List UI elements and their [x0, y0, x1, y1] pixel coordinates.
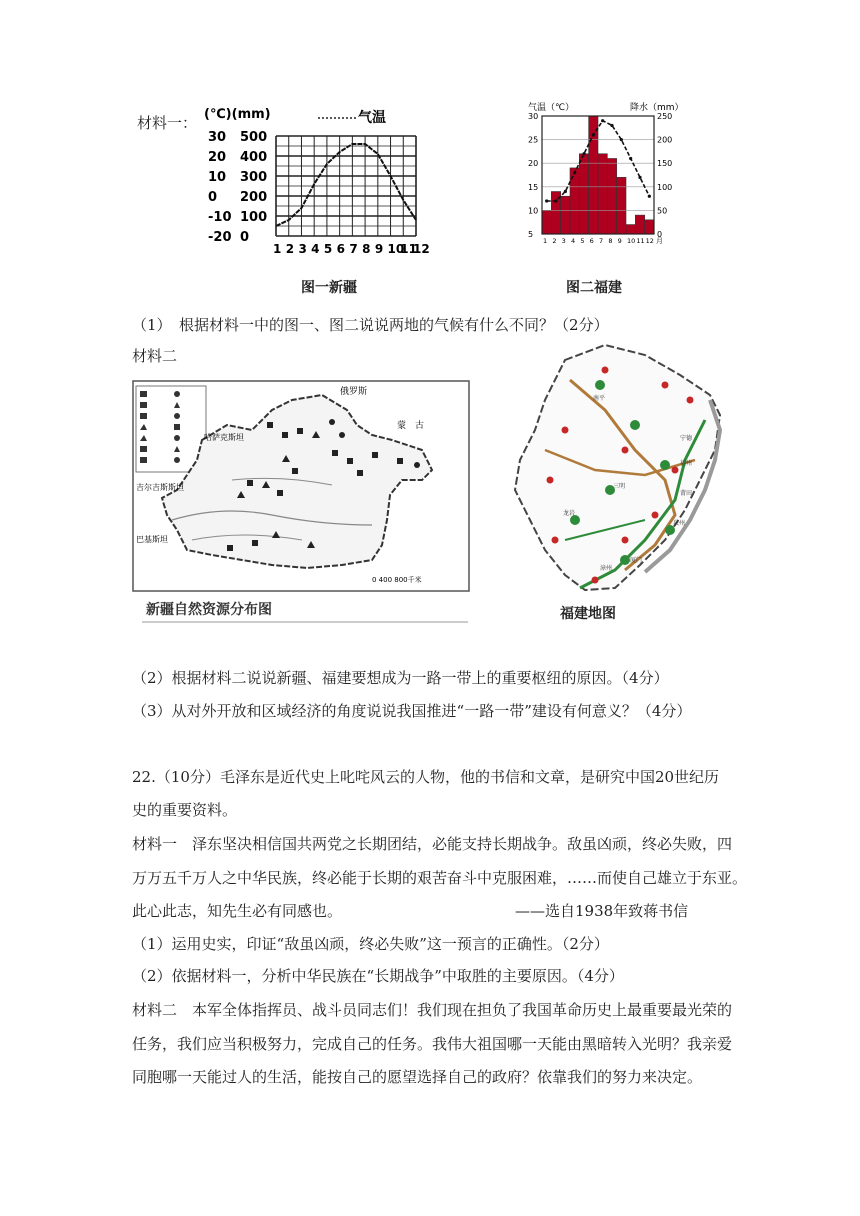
city-label-nanping: 南平 — [593, 395, 606, 402]
fujian-month-tick: 8 — [608, 237, 613, 245]
month-tick-label: 3 — [298, 242, 307, 256]
temperature-point — [629, 157, 632, 160]
xinjiang-legend: 气温 — [358, 110, 386, 126]
map-label-pakistan: 巴基斯坦 — [136, 535, 168, 544]
temp-tick-label: -20 — [208, 230, 232, 245]
month-tick-label: 1 — [273, 242, 282, 256]
temperature-point — [610, 124, 613, 127]
fujian-month-tick: 11 — [636, 237, 645, 245]
precip-tick-label: 400 — [240, 150, 268, 165]
q22-material-1-line-3: 此心此志，知先生必有同感也。 — [132, 902, 343, 920]
temp-tick-label: -10 — [208, 210, 232, 225]
precip-bar — [598, 154, 607, 234]
month-tick-label: 11 — [400, 242, 417, 256]
q22-material-2-line-2: 任务，我们应当积极努力，完成自己的任务。我伟大祖国哪一天能由黑暗转入光明？我亲爱 — [132, 1035, 733, 1053]
xinjiang-climate-chart — [196, 100, 436, 265]
q22-material-2-line-1: 材料二 本军全体指挥员、战斗员同志们！我们现在担负了我国革命历史上最重要最光荣的 — [132, 1001, 733, 1019]
material-1-label: 材料一： — [137, 114, 198, 132]
temperature-point — [564, 190, 567, 193]
fujian-precip-tick: 250 — [657, 112, 673, 121]
xinjiang-chart-caption: 图一新疆 — [301, 280, 357, 296]
fujian-month-tick: 2 — [552, 237, 557, 245]
fujian-precip-bars — [542, 116, 654, 234]
map-label-mongolia: 蒙 古 — [397, 421, 425, 431]
temp-tick-label: 10 — [208, 170, 227, 185]
fujian-temp-tick: 5 — [528, 230, 534, 239]
fujian-month-tick: 6 — [589, 237, 594, 245]
temperature-point — [592, 133, 595, 136]
fujian-month-tick: 10 — [627, 237, 636, 245]
temperature-point — [620, 138, 623, 141]
q21-question-2: （2）根据材料二说说新疆、福建要想成为一路一带上的重要枢纽的原因。（4分） — [132, 669, 669, 687]
fujian-precip-tick: 0 — [657, 230, 663, 239]
q22-question-2: （2）依据材料一，分析中华民族在“长期战争”中取胜的主要原因。（4分） — [132, 967, 624, 985]
month-tick-label: 2 — [285, 242, 295, 256]
month-tick-label: 5 — [323, 242, 333, 256]
xinjiang-map-caption: 新疆自然资源分布图 — [146, 602, 272, 618]
temp-tick-label: 20 — [208, 150, 227, 165]
fujian-right-label: 降水（mm） — [630, 103, 684, 113]
q21-question-1: （1） 根据材料一中的图一、图二说说两地的气候有什么不同？（2分） — [132, 316, 609, 334]
q22-material-2-line-3: 同胞哪一天能过人的生活，能按自己的愿望选择自己的政府？依靠我们的努力来决定。 — [132, 1068, 703, 1086]
temperature-point — [648, 195, 651, 198]
fujian-precip-tick: 50 — [657, 206, 668, 216]
q22-question-1: （1）运用史实，印证“敌虽凶顽，终必失败”这一预言的正确性。（2分） — [132, 935, 609, 953]
fujian-temp-tick: 25 — [528, 135, 539, 145]
q22-intro-line-2: 史的重要资料。 — [132, 801, 238, 819]
temp-tick-label: 30 — [208, 130, 227, 145]
precip-tick-label: 100 — [240, 210, 268, 225]
city-label-fuzhou: 福州 — [680, 460, 693, 467]
month-tick-label: 12 — [413, 242, 430, 256]
city-label-zhangzhou: 漳州 — [600, 565, 613, 572]
fujian-temp-tick: 20 — [528, 159, 539, 169]
precip-tick-label: 300 — [240, 170, 268, 185]
fujian-map — [505, 340, 730, 630]
q22-intro-line-1: 22.（10分）毛泽东是近代史上叱咤风云的人物，他的书信和文章，是研究中国20世纪历 — [132, 768, 720, 786]
precip-bar — [635, 215, 644, 234]
temperature-point — [601, 119, 604, 122]
fujian-month-tick: 1 — [543, 237, 548, 245]
map-scale: 0 400 800千米 — [372, 576, 422, 584]
temperature-point — [573, 171, 576, 174]
fujian-month-tick: 3 — [561, 237, 566, 245]
xinjiang-resource-map — [132, 380, 470, 630]
fujian-outline — [515, 345, 720, 590]
material-2-label: 材料二 — [132, 347, 178, 365]
month-tick-label: 10 — [387, 242, 405, 256]
city-label-ningde: 宁德 — [680, 435, 693, 442]
fujian-chart-caption: 图二福建 — [566, 280, 622, 296]
precip-tick-label: 200 — [240, 190, 268, 205]
city-label-sanming: 三明 — [613, 483, 626, 490]
precip-tick-label: 500 — [240, 130, 268, 145]
month-tick-label: 7 — [349, 242, 358, 256]
xinjiang-ticks — [208, 130, 430, 256]
fujian-month-tick: 7 — [599, 237, 604, 245]
q22-material-1-line-2: 万万五千万人之中华民族，终必能于长期的艰苦奋斗中克服困难，……而使自己雄立于东亚。 — [132, 869, 748, 887]
fujian-climate-chart — [524, 100, 684, 250]
fujian-month-tick: 5 — [580, 237, 585, 245]
q22-material-1-line-1: 材料一 泽东坚决相信国共两党之长期团结，必能支持长期战争。敌虽凶顽，终必失败，四 — [132, 835, 733, 853]
fujian-precip-tick: 100 — [657, 182, 673, 192]
city-label-quanzhou: 泉州 — [673, 520, 686, 527]
map-label-russia: 俄罗斯 — [340, 387, 368, 397]
fujian-precip-tick: 200 — [657, 135, 673, 145]
temperature-point — [582, 152, 585, 155]
month-tick-label: 9 — [374, 242, 384, 256]
temperature-point — [638, 176, 641, 179]
precip-bar — [542, 210, 551, 234]
map-label-kyrgyzstan: 吉尔吉斯斯坦 — [136, 483, 184, 492]
fujian-month-tick: 12 — [645, 237, 654, 245]
temperature-point — [554, 199, 557, 202]
fujian-month-unit: 月 — [656, 237, 663, 245]
city-label-longyan: 龙岩 — [563, 510, 576, 517]
month-tick-label: 8 — [362, 242, 371, 256]
fujian-month-tick: 9 — [617, 237, 622, 245]
fujian-map-caption: 福建地图 — [560, 606, 616, 622]
fujian-temp-tick: 15 — [528, 182, 539, 192]
fujian-left-label: 气温（℃） — [528, 103, 575, 113]
xinjiang-axis-units: (℃)(mm) — [204, 107, 271, 122]
precip-tick-label: 0 — [240, 230, 250, 245]
precip-bar — [626, 225, 635, 234]
fujian-temp-tick: 10 — [528, 206, 539, 216]
city-label-xiamen: 厦门 — [630, 557, 643, 564]
precip-bar — [579, 154, 588, 234]
temperature-point — [545, 199, 548, 202]
month-tick-label: 4 — [311, 242, 320, 256]
q21-question-3: （3）从对外开放和区域经济的角度说说我国推进“一路一带”建设有何意义？（4分） — [132, 702, 692, 720]
fujian-month-tick: 4 — [571, 237, 576, 245]
month-tick-label: 6 — [336, 242, 345, 256]
city-label-putian: 莆田 — [680, 490, 693, 497]
precip-bar — [561, 196, 570, 234]
fujian-temp-tick: 30 — [528, 112, 539, 121]
precip-bar — [645, 220, 654, 234]
precip-bar — [617, 177, 626, 234]
temp-tick-label: 0 — [208, 190, 218, 205]
fujian-precip-tick: 150 — [657, 159, 673, 169]
map-label-kazakhstan: 哈萨克斯坦 — [204, 433, 244, 442]
precip-bar — [607, 158, 616, 234]
q22-material-1-source: ——选自1938年致蒋书信 — [515, 902, 689, 920]
